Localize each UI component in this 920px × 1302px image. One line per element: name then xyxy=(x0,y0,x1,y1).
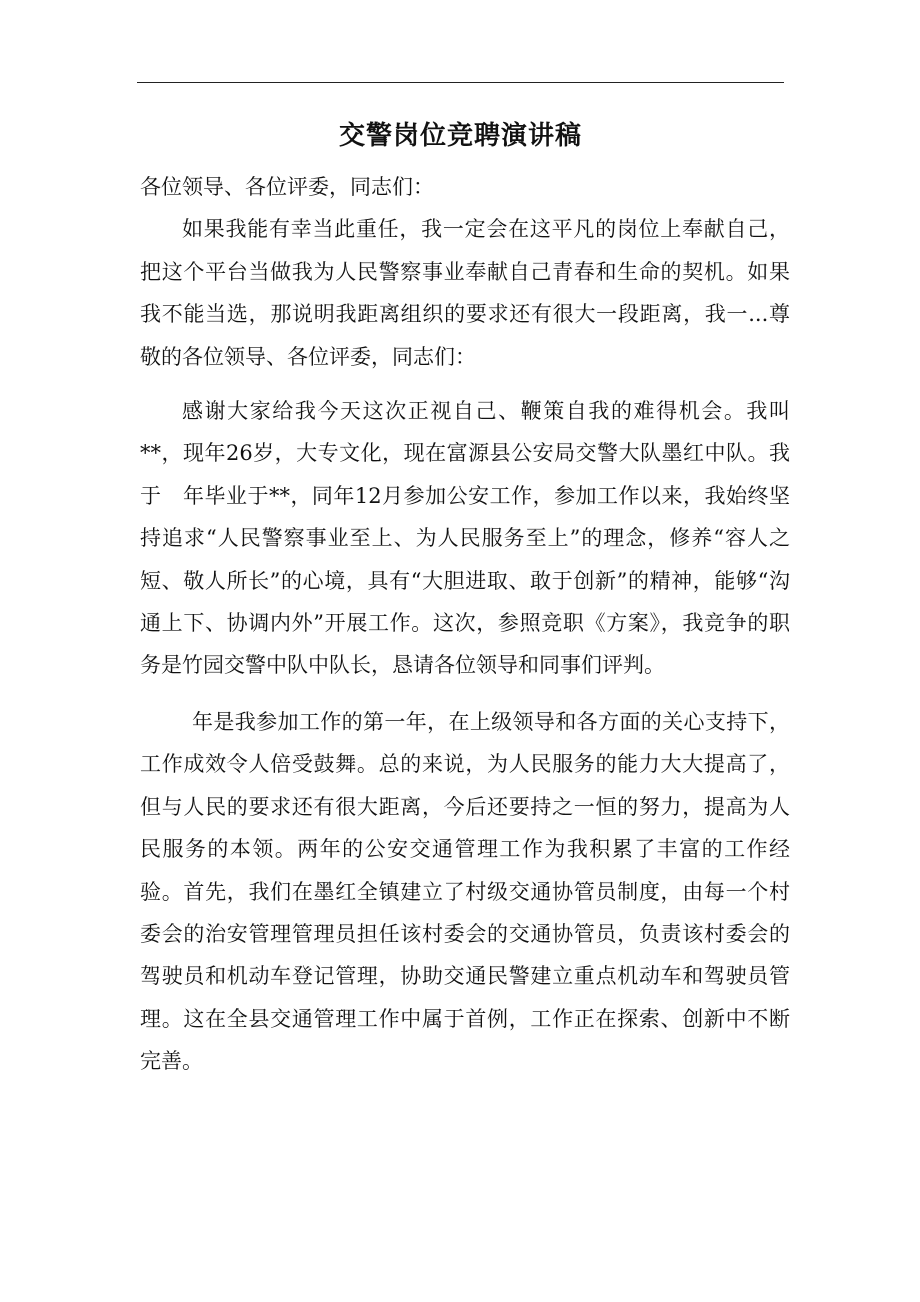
document-title: 交警岗位竞聘演讲稿 xyxy=(338,121,582,151)
document-body xyxy=(140,166,790,1083)
paragraph-2: 感谢大家给我今天这次正视自己、鞭策自我的难得机会。我叫**，现年26岁，大专文化，现在富源县公安局交警大队墨红中队。我于 年毕业于**，同年12月参加公安工作，参加工作以来，我始终坚持追求“人民警察事业至上、为人民服务至上”的理念，修养“容人之短、敬人所长”的心境，具有“大胆进取、敢于创新”的精神，能够“沟通上下、协调内外”开展工作。这次，参照竞职《方案》，我竞争的职务是竹园交警中队中队长，恳请各位领导和同事们评判。 xyxy=(140,399,790,678)
salutation: 各位领导、各位评委，同志们： xyxy=(140,175,434,199)
paragraph-1: 如果我能有幸当此重任，我一定会在这平凡的岗位上奉献自己，把这个平台当做我为人民警察事业奉献自己青春和生命的契机。如果我不能当选，那说明我距离组织的要求还有很大一段距离，我一...尊敬的各位领导、各位评委，同志们： xyxy=(140,217,790,369)
paragraph-3: 年是我参加工作的第一年，在上级领导和各方面的关心支持下，工作成效令人倍受鼓舞。总的来说，为人民服务的能力大大提高了，但与人民的要求还有很大距离，今后还要持之一恒的努力，提高为人民服务的本领。两年的公安交通管理工作为我积累了丰富的工作经验。首先，我们在墨红全镇建立了村级交通协管员制度，由每一个村委会的治安管理管理员担任该村委会的交通协管员，负责该村委会的驾驶员和机动车登记管理，协助交通民警建立重点机动车和驾驶员管理。这在全县交通管理工作中属于首例，工作正在探索、创新中不断完善。 xyxy=(140,709,790,1074)
header-rule xyxy=(137,82,784,83)
